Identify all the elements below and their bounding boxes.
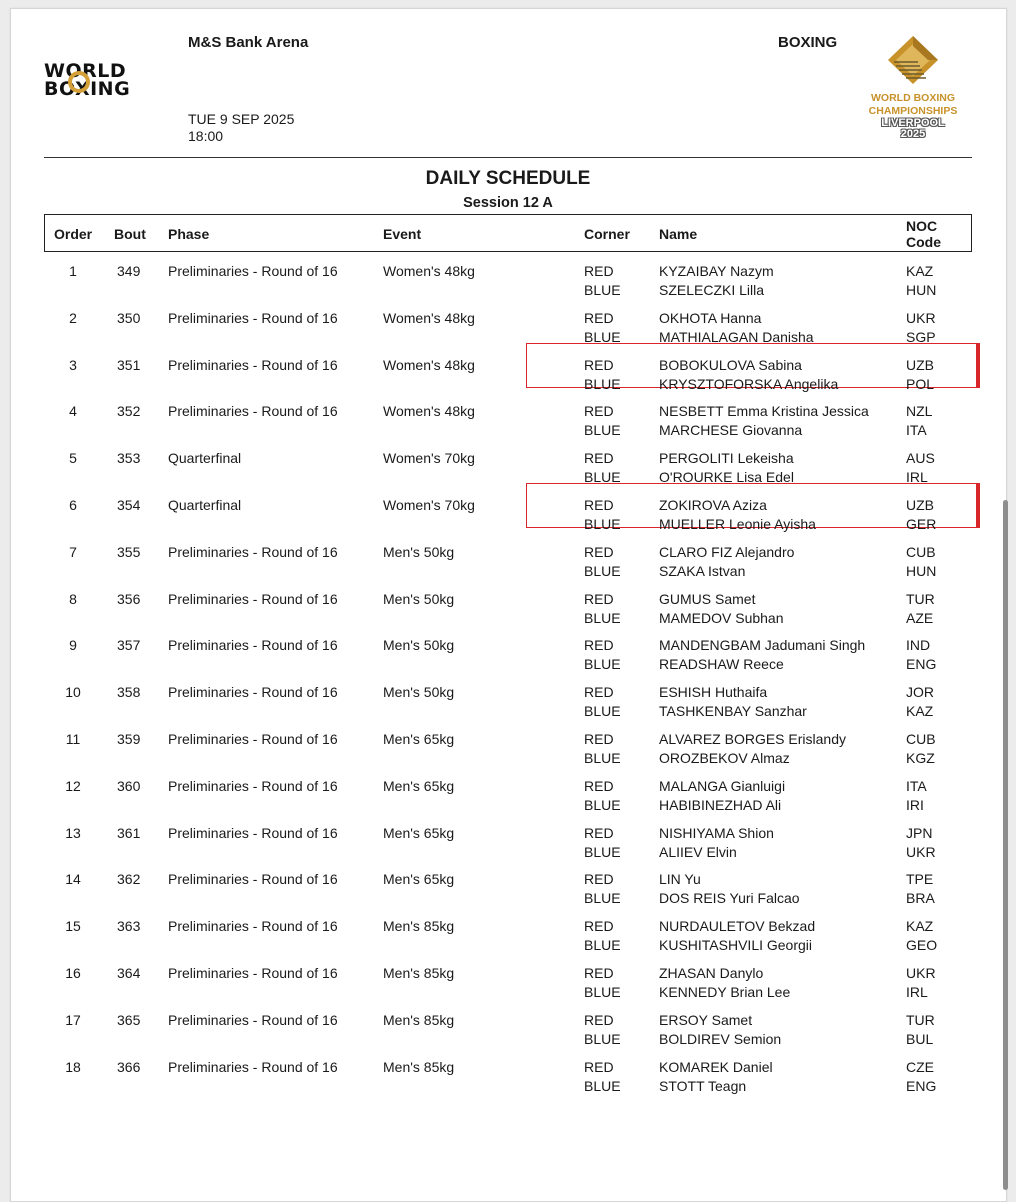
bout-cell: 354 [117, 497, 141, 513]
col-noc-line-1: NOC [906, 218, 938, 234]
blue-noc-cell: BUL [906, 1031, 934, 1047]
event-cell: Men's 85kg [383, 1059, 455, 1075]
blue-name-cell: DOS REIS Yuri Falcao [659, 890, 800, 906]
blue-noc-cell: AZE [906, 610, 934, 626]
red-noc-cell: ITA [906, 778, 927, 794]
red-noc-cell: CUB [906, 731, 936, 747]
red-corner-cell: RED [584, 965, 614, 981]
bout-cell: 365 [117, 1012, 141, 1028]
blue-noc-cell: ITA [906, 422, 927, 438]
blue-name-cell: MATHIALAGAN Danisha [659, 329, 814, 345]
order-cell: 2 [69, 310, 77, 326]
red-noc-cell: CZE [906, 1059, 934, 1075]
red-noc-cell: IND [906, 637, 931, 653]
order-cell: 15 [65, 918, 81, 934]
bout-cell: 357 [117, 637, 141, 653]
event-cell: Men's 50kg [383, 684, 455, 700]
blue-name-cell: KENNEDY Brian Lee [659, 984, 791, 1000]
red-noc-cell: UKR [906, 310, 936, 326]
blue-name-cell: MARCHESE Giovanna [659, 422, 803, 438]
red-corner-cell: RED [584, 871, 614, 887]
blue-corner-cell: BLUE [584, 563, 621, 579]
red-noc-cell: TUR [906, 1012, 935, 1028]
red-name-cell: ALVAREZ BORGES Erislandy [659, 731, 846, 747]
phase-cell: Preliminaries - Round of 16 [168, 310, 338, 326]
col-order: Order [54, 226, 93, 242]
red-corner-cell: RED [584, 825, 614, 841]
red-name-cell: ZHASAN Danylo [659, 965, 764, 981]
blue-corner-cell: BLUE [584, 1031, 621, 1047]
blue-corner-cell: BLUE [584, 703, 621, 719]
bout-cell: 353 [117, 450, 141, 466]
bout-cell: 352 [117, 403, 141, 419]
blue-corner-cell: BLUE [584, 516, 621, 532]
red-corner-cell: RED [584, 684, 614, 700]
blue-corner-cell: BLUE [584, 656, 621, 672]
blue-corner-cell: BLUE [584, 750, 621, 766]
order-cell: 4 [69, 403, 77, 419]
phase-cell: Preliminaries - Round of 16 [168, 918, 338, 934]
red-corner-cell: RED [584, 403, 614, 419]
red-noc-cell: UZB [906, 357, 934, 373]
red-noc-cell: AUS [906, 450, 935, 466]
phase-cell: Preliminaries - Round of 16 [168, 403, 338, 419]
blue-name-cell: HABIBINEZHAD Ali [659, 797, 782, 813]
phase-cell: Preliminaries - Round of 16 [168, 965, 338, 981]
red-name-cell: KOMAREK Daniel [659, 1059, 773, 1075]
red-name-cell: PERGOLITI Lekeisha [659, 450, 794, 466]
phase-cell: Preliminaries - Round of 16 [168, 637, 338, 653]
event-cell: Women's 48kg [383, 357, 475, 373]
order-cell: 1 [69, 263, 77, 279]
blue-corner-cell: BLUE [584, 1078, 621, 1094]
bout-cell: 356 [117, 591, 141, 607]
logo-line-2: BOXING [44, 78, 131, 100]
phase-cell: Quarterfinal [168, 497, 242, 513]
championship-line-4: 2025 [900, 128, 926, 140]
red-corner-cell: RED [584, 778, 614, 794]
order-cell: 6 [69, 497, 77, 513]
blue-noc-cell: HUN [906, 282, 937, 298]
red-name-cell: NESBETT Emma Kristina Jessica [659, 403, 869, 419]
blue-noc-cell: KGZ [906, 750, 935, 766]
blue-corner-cell: BLUE [584, 937, 621, 953]
event-cell: Men's 85kg [383, 1012, 455, 1028]
blue-noc-cell: KAZ [906, 703, 934, 719]
blue-corner-cell: BLUE [584, 422, 621, 438]
order-cell: 8 [69, 591, 77, 607]
venue: M&S Bank Arena [188, 34, 309, 51]
order-cell: 13 [65, 825, 81, 841]
blue-noc-cell: ENG [906, 656, 937, 672]
red-noc-cell: TUR [906, 591, 935, 607]
blue-corner-cell: BLUE [584, 282, 621, 298]
phase-cell: Preliminaries - Round of 16 [168, 591, 338, 607]
page-title: DAILY SCHEDULE [425, 168, 591, 189]
championship-emblem-icon [884, 34, 942, 90]
red-name-cell: GUMUS Samet [659, 591, 756, 607]
blue-name-cell: ALIIEV Elvin [659, 844, 737, 860]
order-cell: 3 [69, 357, 77, 373]
red-corner-cell: RED [584, 450, 614, 466]
blue-name-cell: MUELLER Leonie Ayisha [659, 516, 816, 532]
blue-name-cell: TASHKENBAY Sanzhar [659, 703, 807, 719]
red-corner-cell: RED [584, 731, 614, 747]
red-name-cell: OKHOTA Hanna [659, 310, 762, 326]
red-name-cell: MALANGA Gianluigi [659, 778, 786, 794]
order-cell: 9 [69, 637, 77, 653]
blue-corner-cell: BLUE [584, 469, 621, 485]
blue-name-cell: READSHAW Reece [659, 656, 784, 672]
blue-noc-cell: SGP [906, 329, 936, 345]
event-cell: Women's 48kg [383, 310, 475, 326]
col-event: Event [383, 226, 422, 242]
bout-cell: 360 [117, 778, 141, 794]
red-noc-cell: JPN [906, 825, 933, 841]
bout-cell: 364 [117, 965, 141, 981]
red-name-cell: ZOKIROVA Aziza [659, 497, 767, 513]
event-cell: Women's 70kg [383, 497, 475, 513]
red-corner-cell: RED [584, 1012, 614, 1028]
blue-noc-cell: UKR [906, 844, 936, 860]
phase-cell: Preliminaries - Round of 16 [168, 1012, 338, 1028]
blue-noc-cell: ENG [906, 1078, 937, 1094]
red-name-cell: NURDAULETOV Bekzad [659, 918, 816, 934]
red-noc-cell: NZL [906, 403, 933, 419]
bout-cell: 358 [117, 684, 141, 700]
event-cell: Men's 65kg [383, 825, 455, 841]
red-noc-cell: TPE [906, 871, 934, 887]
event-cell: Men's 50kg [383, 544, 455, 560]
blue-corner-cell: BLUE [584, 797, 621, 813]
red-corner-cell: RED [584, 497, 614, 513]
scrollbar[interactable] [1003, 500, 1008, 1190]
blue-noc-cell: IRL [906, 984, 928, 1000]
red-name-cell: CLARO FIZ Alejandro [659, 544, 795, 560]
order-cell: 5 [69, 450, 77, 466]
red-name-cell: BOBOKULOVA Sabina [659, 357, 802, 373]
event-cell: Men's 50kg [383, 591, 455, 607]
order-cell: 12 [65, 778, 81, 794]
phase-cell: Preliminaries - Round of 16 [168, 871, 338, 887]
sport: BOXING [778, 34, 838, 51]
blue-corner-cell: BLUE [584, 610, 621, 626]
red-noc-cell: JOR [906, 684, 934, 700]
bout-cell: 359 [117, 731, 141, 747]
order-cell: 18 [65, 1059, 81, 1075]
col-bout: Bout [114, 226, 146, 242]
phase-cell: Preliminaries - Round of 16 [168, 544, 338, 560]
blue-name-cell: SZAKA Istvan [659, 563, 746, 579]
order-cell: 7 [69, 544, 77, 560]
event-cell: Women's 48kg [383, 263, 475, 279]
order-cell: 17 [65, 1012, 81, 1028]
blue-corner-cell: BLUE [584, 844, 621, 860]
event-cell: Men's 65kg [383, 731, 455, 747]
bout-cell: 366 [117, 1059, 141, 1075]
red-noc-cell: KAZ [906, 263, 934, 279]
bout-cell: 355 [117, 544, 141, 560]
red-noc-cell: KAZ [906, 918, 934, 934]
red-name-cell: LIN Yu [659, 871, 701, 887]
event-cell: Women's 70kg [383, 450, 475, 466]
date: TUE 9 SEP 2025 [188, 111, 295, 127]
red-name-cell: KYZAIBAY Nazym [659, 263, 774, 279]
blue-noc-cell: GER [906, 516, 937, 532]
red-name-cell: ESHISH Huthaifa [659, 684, 768, 700]
bout-cell: 351 [117, 357, 141, 373]
phase-cell: Preliminaries - Round of 16 [168, 684, 338, 700]
blue-noc-cell: BRA [906, 890, 935, 906]
blue-name-cell: O'ROURKE Lisa Edel [659, 469, 794, 485]
red-noc-cell: CUB [906, 544, 936, 560]
bout-cell: 349 [117, 263, 141, 279]
world-boxing-logo [44, 62, 166, 100]
blue-corner-cell: BLUE [584, 376, 621, 392]
red-corner-cell: RED [584, 591, 614, 607]
blue-noc-cell: IRL [906, 469, 928, 485]
blue-noc-cell: HUN [906, 563, 937, 579]
time: 18:00 [188, 128, 224, 144]
phase-cell: Quarterfinal [168, 450, 242, 466]
event-cell: Men's 85kg [383, 918, 455, 934]
event-cell: Men's 65kg [383, 871, 455, 887]
blue-name-cell: SZELECZKI Lilla [659, 282, 765, 298]
blue-name-cell: OROZBEKOV Almaz [659, 750, 790, 766]
logo-line-1: WORLD [44, 60, 127, 82]
bout-cell: 362 [117, 871, 141, 887]
bout-cell: 363 [117, 918, 141, 934]
blue-noc-cell: GEO [906, 937, 938, 953]
blue-name-cell: KRYSZTOFORSKA Angelika [659, 376, 839, 392]
blue-corner-cell: BLUE [584, 890, 621, 906]
red-corner-cell: RED [584, 263, 614, 279]
blue-name-cell: BOLDIREV Semion [659, 1031, 782, 1047]
red-corner-cell: RED [584, 918, 614, 934]
order-cell: 16 [65, 965, 81, 981]
session-title: Session 12 A [463, 195, 553, 211]
phase-cell: Preliminaries - Round of 16 [168, 1059, 338, 1075]
phase-cell: Preliminaries - Round of 16 [168, 263, 338, 279]
red-corner-cell: RED [584, 637, 614, 653]
red-name-cell: MANDENGBAM Jadumani Singh [659, 637, 866, 653]
col-name: Name [659, 226, 698, 242]
red-corner-cell: RED [584, 1059, 614, 1075]
blue-noc-cell: IRI [906, 797, 924, 813]
blue-corner-cell: BLUE [584, 329, 621, 345]
phase-cell: Preliminaries - Round of 16 [168, 731, 338, 747]
order-cell: 14 [65, 871, 81, 887]
col-noc-line-2: Code [906, 234, 941, 250]
red-corner-cell: RED [584, 357, 614, 373]
logo-ring-icon [68, 71, 90, 93]
bout-cell: 350 [117, 310, 141, 326]
phase-cell: Preliminaries - Round of 16 [168, 825, 338, 841]
blue-noc-cell: POL [906, 376, 935, 392]
championship-line-3: LIVERPOOL [881, 117, 945, 129]
col-corner: Corner [584, 226, 630, 242]
blue-name-cell: MAMEDOV Subhan [659, 610, 784, 626]
event-cell: Men's 85kg [383, 965, 455, 981]
event-cell: Women's 48kg [383, 403, 475, 419]
phase-cell: Preliminaries - Round of 16 [168, 357, 338, 373]
red-corner-cell: RED [584, 544, 614, 560]
blue-name-cell: STOTT Teagn [659, 1078, 747, 1094]
phase-cell: Preliminaries - Round of 16 [168, 778, 338, 794]
championship-line-1: WORLD BOXING [871, 92, 955, 104]
event-cell: Men's 50kg [383, 637, 455, 653]
col-phase: Phase [168, 226, 210, 242]
red-corner-cell: RED [584, 310, 614, 326]
order-cell: 10 [65, 684, 81, 700]
red-name-cell: NISHIYAMA Shion [659, 825, 774, 841]
order-cell: 11 [65, 731, 81, 747]
red-noc-cell: UZB [906, 497, 934, 513]
event-cell: Men's 65kg [383, 778, 455, 794]
bout-cell: 361 [117, 825, 141, 841]
header-divider [44, 157, 972, 158]
red-noc-cell: UKR [906, 965, 936, 981]
blue-corner-cell: BLUE [584, 984, 621, 1000]
blue-name-cell: KUSHITASHVILI Georgii [659, 937, 813, 953]
championship-line-2: CHAMPIONSHIPS [868, 105, 958, 117]
red-name-cell: ERSOY Samet [659, 1012, 753, 1028]
